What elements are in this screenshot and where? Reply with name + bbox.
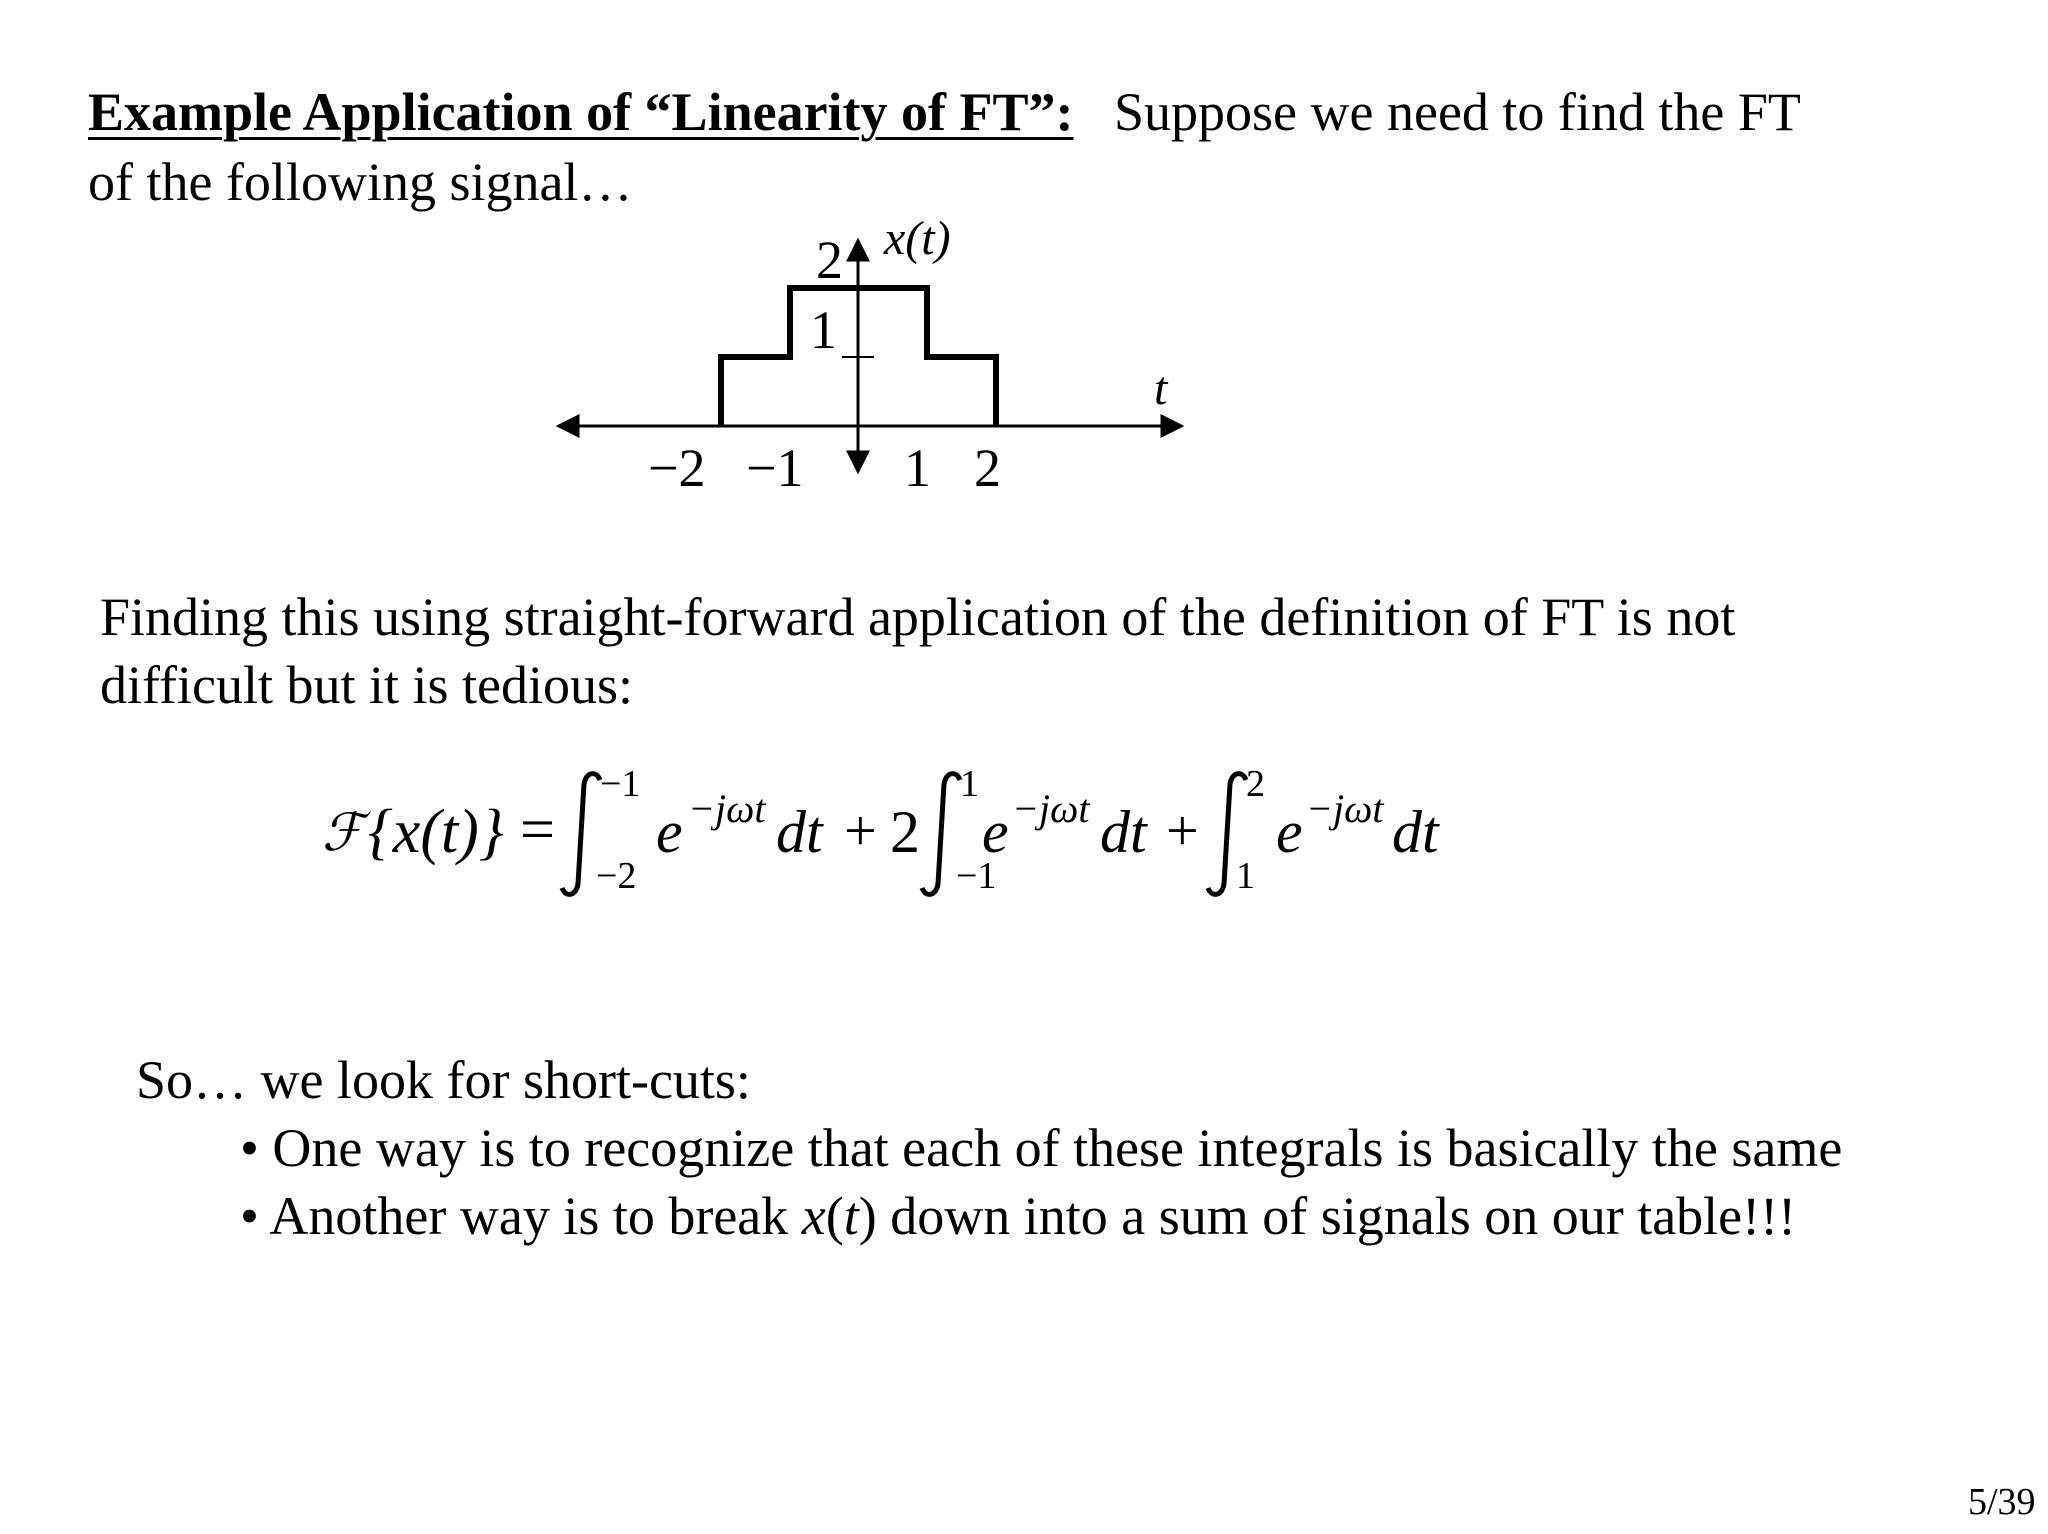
base-2: e [982,799,1009,865]
equals-sign: = [520,796,555,864]
int1-lower: −2 [596,855,637,897]
heading-title: Example Application of “Linearity of FT”: [88,82,1074,142]
page-number: 5/39 [1968,1481,2036,1523]
bullet2-x: x [801,1186,826,1246]
dt-1: dt [776,799,823,865]
bullet-item-2 [240,1184,1796,1248]
x-tick-label-1: 1 [904,438,931,498]
integral-sign-2 [922,774,960,895]
y-tick-label-2: 2 [816,230,843,290]
plus-2: + [1166,798,1199,863]
bullet2-t: t [843,1186,859,1246]
y-axis-label: x(t) [884,212,951,265]
int3-upper: 2 [1246,763,1265,805]
plus-1: + [844,798,877,863]
int3-lower: 1 [1236,855,1255,897]
fourier-symbol: ℱ [322,805,363,862]
x-tick-label-neg1: −1 [746,438,804,498]
shortcuts-intro: So… we look for short-cuts: [136,1050,751,1110]
bullet2-pre: • Another way is to break [240,1186,802,1246]
explanation-paragraph: Finding this using straight-forward application of the definition of FT is not difficult but it is tedious: [100,587,1736,715]
exponent-1: −jωt [688,786,766,831]
integral-sign-1 [562,774,600,895]
dt-3: dt [1392,799,1439,865]
x-tick-label-2: 2 [974,438,1001,498]
exponent-2: −jωt [1012,786,1090,831]
bullet2-post: ) down into a sum of signals on our table!!! [858,1186,1797,1246]
y-tick-label-1: 1 [810,300,837,360]
dt-2: dt [1100,799,1147,865]
x-tick-label-neg2: −2 [648,438,706,498]
bullet-item-1: • One way is to recognize that each of these integrals is basically the same [240,1118,1843,1178]
x-axis-label: t [1154,362,1168,415]
bullet2-paren: ( [825,1186,844,1246]
lhs-argument: {x(t)} [368,798,504,866]
int2-upper: 1 [960,763,979,805]
int1-upper: −1 [600,763,641,805]
coef-2: 2 [890,799,920,865]
heading-rest: Suppose we need to find the FT [1114,82,1801,142]
base-1: e [656,799,683,865]
heading-line2: of the following signal… [88,152,633,212]
exponent-3: −jωt [1306,786,1384,831]
int2-lower: −1 [956,855,997,897]
base-3: e [1276,799,1303,865]
